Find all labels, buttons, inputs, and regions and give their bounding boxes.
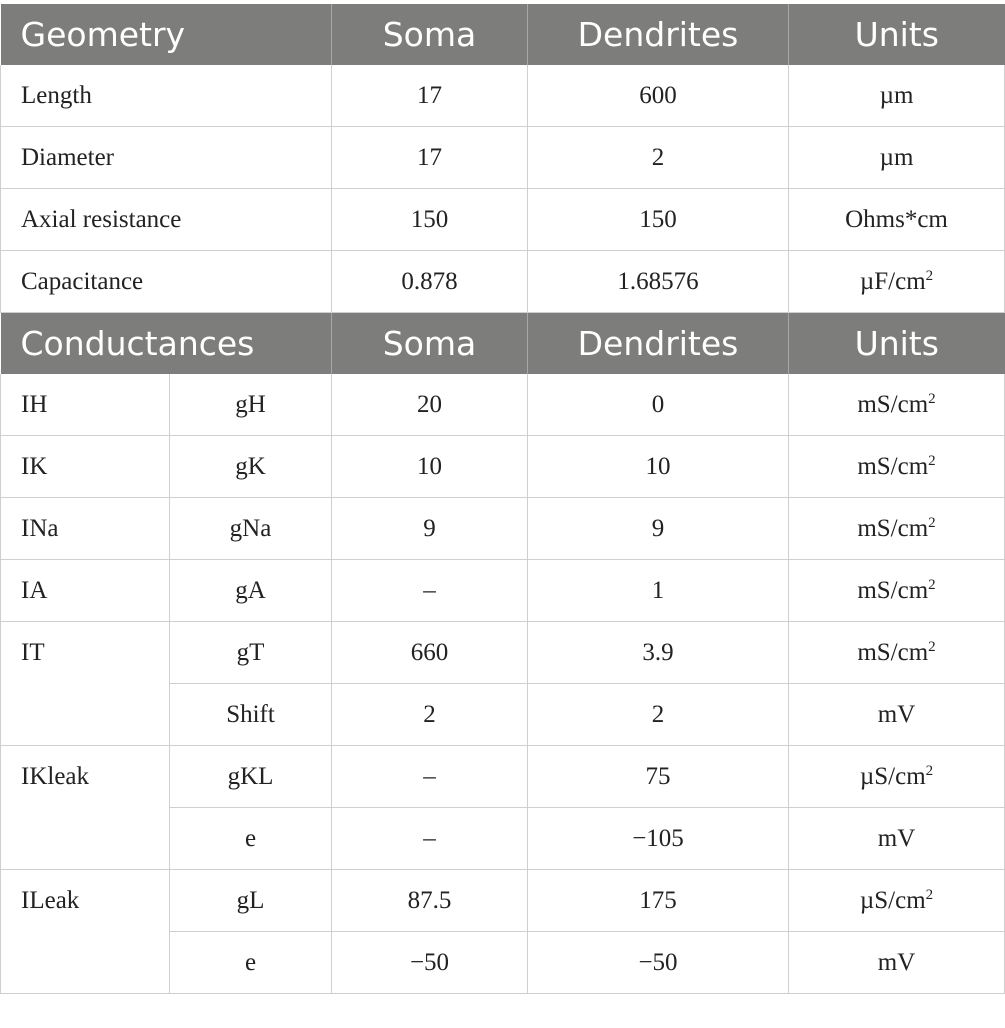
units-value [789,251,1005,313]
units-superscript: 2 [928,452,936,469]
conductances-header-row [1,313,1005,375]
soma-value: 17 [332,65,528,127]
parameters-table [0,4,1005,994]
dendrites-value: 150 [528,189,789,251]
dendrites-value: 3.9 [528,622,789,684]
units-value: Ohms*cm [789,189,1005,251]
units-value: mV [789,932,1005,994]
table-row [1,127,1005,189]
units-value [789,436,1005,498]
geometry-header-row [1,4,1005,65]
dendrites-value: 1 [528,560,789,622]
soma-value: 660 [332,622,528,684]
units-base: mS/cm [857,390,929,418]
table-row [1,436,1005,498]
current-name: INa [1,498,170,560]
soma-value: – [332,560,528,622]
table-row [1,870,1005,932]
table-row [1,622,1005,684]
current-name: IKleak [1,746,170,870]
units-superscript: 2 [925,886,934,903]
table-row [1,374,1005,436]
geometry-param: Capacitance [1,251,332,313]
conductances-header-dendrites: Dendrites [528,313,789,375]
units-superscript: 2 [928,638,936,655]
units-value: µm [789,127,1005,189]
units-base: mS/cm [857,452,929,480]
units-superscript: 2 [925,762,934,779]
units-base: µS/cm [859,762,926,790]
geometry-header-dendrites: Dendrites [528,4,789,65]
conductance-param: gNa [170,498,332,560]
current-name: IT [1,622,170,746]
units-base: mS/cm [857,514,929,542]
dendrites-value: −50 [528,932,789,994]
table-row [1,189,1005,251]
conductances-header-title: Conductances [1,313,332,375]
dendrites-value: 9 [528,498,789,560]
conductance-param: gL [170,870,332,932]
units-value: µm [789,65,1005,127]
conductance-param: e [170,808,332,870]
geometry-header-title: Geometry [1,4,332,65]
current-name: IA [1,560,170,622]
table-row [1,65,1005,127]
units-base: µF/cm [859,267,926,295]
geometry-header-soma: Soma [332,4,528,65]
geometry-param: Diameter [1,127,332,189]
table-row [1,746,1005,808]
conductances-header-soma: Soma [332,313,528,375]
current-name: IH [1,374,170,436]
dendrites-value: 2 [528,684,789,746]
dendrites-value: 600 [528,65,789,127]
units-superscript: 2 [925,267,934,284]
dendrites-value: 75 [528,746,789,808]
dendrites-value: 175 [528,870,789,932]
current-name: IK [1,436,170,498]
soma-value: 17 [332,127,528,189]
conductance-param: Shift [170,684,332,746]
current-name: ILeak [1,870,170,994]
conductance-param: gK [170,436,332,498]
soma-value: 150 [332,189,528,251]
soma-value: 2 [332,684,528,746]
units-value: mV [789,808,1005,870]
geometry-param: Axial resistance [1,189,332,251]
dendrites-value: −105 [528,808,789,870]
dendrites-value: 0 [528,374,789,436]
soma-value: – [332,746,528,808]
units-superscript: 2 [928,390,936,407]
conductances-header-units: Units [789,313,1005,375]
geometry-header-units: Units [789,4,1005,65]
conductance-param: gA [170,560,332,622]
soma-value: 0.878 [332,251,528,313]
units-value [789,560,1005,622]
table-row [1,560,1005,622]
table-row [1,251,1005,313]
units-superscript: 2 [928,576,936,593]
units-base: mS/cm [857,576,929,604]
soma-value: −50 [332,932,528,994]
dendrites-value: 2 [528,127,789,189]
units-value [789,498,1005,560]
conductance-param: e [170,932,332,994]
conductance-param: gKL [170,746,332,808]
units-value [789,870,1005,932]
geometry-param: Length [1,65,332,127]
units-base: mS/cm [857,638,929,666]
units-value [789,374,1005,436]
conductance-param: gT [170,622,332,684]
units-value [789,622,1005,684]
soma-value: – [332,808,528,870]
soma-value: 20 [332,374,528,436]
units-base: µS/cm [859,886,926,914]
units-value: mV [789,684,1005,746]
conductance-param: gH [170,374,332,436]
soma-value: 10 [332,436,528,498]
soma-value: 87.5 [332,870,528,932]
units-value [789,746,1005,808]
table-row [1,498,1005,560]
dendrites-value: 10 [528,436,789,498]
units-superscript: 2 [928,514,936,531]
soma-value: 9 [332,498,528,560]
dendrites-value: 1.68576 [528,251,789,313]
